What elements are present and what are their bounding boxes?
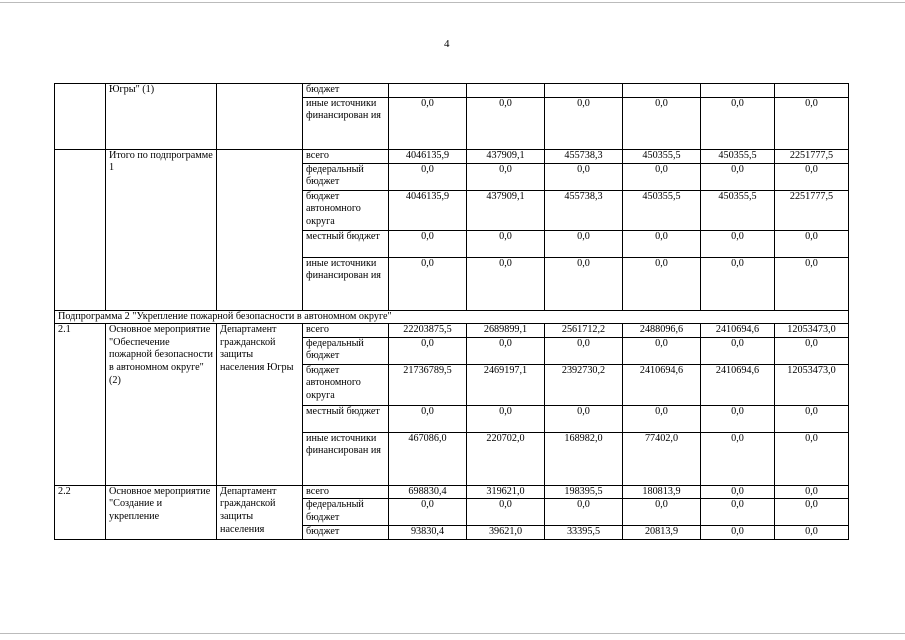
value-cell: 22203875,5: [389, 324, 467, 338]
value-cell: 0,0: [775, 405, 849, 432]
value-cell: 77402,0: [623, 432, 701, 485]
value-cell: 0,0: [775, 432, 849, 485]
value-cell: 450355,5: [623, 149, 701, 163]
row-number: 2.2: [55, 485, 106, 539]
value-cell: [545, 84, 623, 98]
value-cell: 0,0: [467, 163, 545, 190]
executor: Департамент гражданской защиты населения Югры: [217, 324, 303, 486]
value-cell: 2469197,1: [467, 364, 545, 405]
section-title: Подпрограмма 2 "Укрепление пожарной безопасности в автономном округе": [55, 310, 849, 324]
value-cell: 0,0: [623, 257, 701, 310]
value-cell: 0,0: [545, 257, 623, 310]
table-row: [55, 485, 849, 499]
funding-source: бюджет автономного округа: [303, 190, 389, 230]
value-cell: 0,0: [389, 337, 467, 364]
value-cell: 0,0: [623, 337, 701, 364]
value-cell: 698830,4: [389, 485, 467, 499]
value-cell: 0,0: [775, 230, 849, 257]
table-row: [55, 149, 849, 163]
value-cell: 437909,1: [467, 149, 545, 163]
value-cell: 450355,5: [623, 190, 701, 230]
funding-source: иные источники финансирован ия: [303, 97, 389, 149]
funding-source: местный бюджет: [303, 405, 389, 432]
value-cell: 4046135,9: [389, 190, 467, 230]
value-cell: 0,0: [701, 230, 775, 257]
funding-source: федеральный бюджет: [303, 499, 389, 526]
value-cell: 0,0: [467, 97, 545, 149]
value-cell: 4046135,9: [389, 149, 467, 163]
value-cell: [623, 84, 701, 98]
table-row: [55, 324, 849, 338]
funding-source: всего: [303, 324, 389, 338]
value-cell: 0,0: [701, 163, 775, 190]
executor: Департамент гражданской защиты населения: [217, 485, 303, 539]
value-cell: 0,0: [701, 432, 775, 485]
value-cell: 2689899,1: [467, 324, 545, 338]
value-cell: 39621,0: [467, 526, 545, 540]
value-cell: 2251777,5: [775, 149, 849, 163]
value-cell: 0,0: [545, 337, 623, 364]
scan-artifact-top: [0, 2, 905, 3]
value-cell: 2561712,2: [545, 324, 623, 338]
subtotal-label: Итого по подпрограмме 1: [106, 149, 217, 310]
funding-source: местный бюджет: [303, 230, 389, 257]
value-cell: 0,0: [775, 163, 849, 190]
funding-source: всего: [303, 485, 389, 499]
value-cell: 0,0: [701, 499, 775, 526]
value-cell: [467, 84, 545, 98]
value-cell: [775, 84, 849, 98]
value-cell: 0,0: [701, 257, 775, 310]
funding-source: всего: [303, 149, 389, 163]
activity-name: Основное мероприятие "Обеспечение пожарной безопасности в автономном округе" (2): [106, 324, 217, 486]
value-cell: 437909,1: [467, 190, 545, 230]
value-cell: 33395,5: [545, 526, 623, 540]
scan-artifact-bottom: [0, 633, 905, 634]
value-cell: 0,0: [775, 485, 849, 499]
value-cell: 467086,0: [389, 432, 467, 485]
funding-source: иные источники финансирован ия: [303, 257, 389, 310]
funding-source: федеральный бюджет: [303, 337, 389, 364]
activity-name: Основное мероприятие "Создание и укрепление: [106, 485, 217, 539]
value-cell: 93830,4: [389, 526, 467, 540]
value-cell: 0,0: [623, 230, 701, 257]
funding-source: бюджет: [303, 84, 389, 98]
value-cell: 198395,5: [545, 485, 623, 499]
row-number: [55, 84, 106, 150]
value-cell: 455738,3: [545, 149, 623, 163]
funding-source: иные источники финансирован ия: [303, 432, 389, 485]
value-cell: 2410694,6: [701, 324, 775, 338]
value-cell: 0,0: [389, 230, 467, 257]
value-cell: 0,0: [389, 257, 467, 310]
value-cell: 0,0: [545, 230, 623, 257]
page-number: 4: [444, 38, 450, 50]
value-cell: 20813,9: [623, 526, 701, 540]
value-cell: 0,0: [623, 97, 701, 149]
funding-source: бюджет автономного округа: [303, 364, 389, 405]
value-cell: 0,0: [623, 405, 701, 432]
value-cell: 12053473,0: [775, 324, 849, 338]
value-cell: 0,0: [389, 499, 467, 526]
value-cell: 0,0: [775, 97, 849, 149]
executor: [217, 84, 303, 150]
value-cell: 0,0: [701, 337, 775, 364]
value-cell: 0,0: [467, 230, 545, 257]
value-cell: 2392730,2: [545, 364, 623, 405]
budget-table: [54, 83, 849, 540]
value-cell: 0,0: [467, 405, 545, 432]
value-cell: 455738,3: [545, 190, 623, 230]
table-row: [55, 84, 849, 98]
value-cell: 0,0: [389, 97, 467, 149]
executor: [217, 149, 303, 310]
value-cell: 450355,5: [701, 190, 775, 230]
value-cell: 0,0: [701, 485, 775, 499]
value-cell: 0,0: [467, 257, 545, 310]
value-cell: 0,0: [467, 337, 545, 364]
value-cell: 168982,0: [545, 432, 623, 485]
funding-source: федеральный бюджет: [303, 163, 389, 190]
section-header-row: [55, 310, 849, 324]
value-cell: 0,0: [545, 97, 623, 149]
value-cell: 0,0: [775, 337, 849, 364]
value-cell: 0,0: [623, 163, 701, 190]
value-cell: 2488096,6: [623, 324, 701, 338]
value-cell: 220702,0: [467, 432, 545, 485]
value-cell: 2410694,6: [701, 364, 775, 405]
value-cell: 0,0: [701, 526, 775, 540]
value-cell: 0,0: [467, 499, 545, 526]
program-name: Югры" (1): [106, 84, 217, 150]
value-cell: 12053473,0: [775, 364, 849, 405]
value-cell: 0,0: [775, 526, 849, 540]
value-cell: 450355,5: [701, 149, 775, 163]
row-number: 2.1: [55, 324, 106, 486]
value-cell: 0,0: [775, 499, 849, 526]
row-number: [55, 149, 106, 310]
value-cell: 0,0: [701, 97, 775, 149]
value-cell: 21736789,5: [389, 364, 467, 405]
value-cell: 0,0: [775, 257, 849, 310]
value-cell: 0,0: [545, 163, 623, 190]
funding-source: бюджет: [303, 526, 389, 540]
value-cell: 180813,9: [623, 485, 701, 499]
value-cell: [701, 84, 775, 98]
value-cell: 0,0: [701, 405, 775, 432]
value-cell: 319621,0: [467, 485, 545, 499]
value-cell: 0,0: [545, 499, 623, 526]
value-cell: 0,0: [545, 405, 623, 432]
value-cell: 0,0: [623, 499, 701, 526]
value-cell: 2251777,5: [775, 190, 849, 230]
value-cell: 0,0: [389, 163, 467, 190]
value-cell: 0,0: [389, 405, 467, 432]
value-cell: [389, 84, 467, 98]
value-cell: 2410694,6: [623, 364, 701, 405]
